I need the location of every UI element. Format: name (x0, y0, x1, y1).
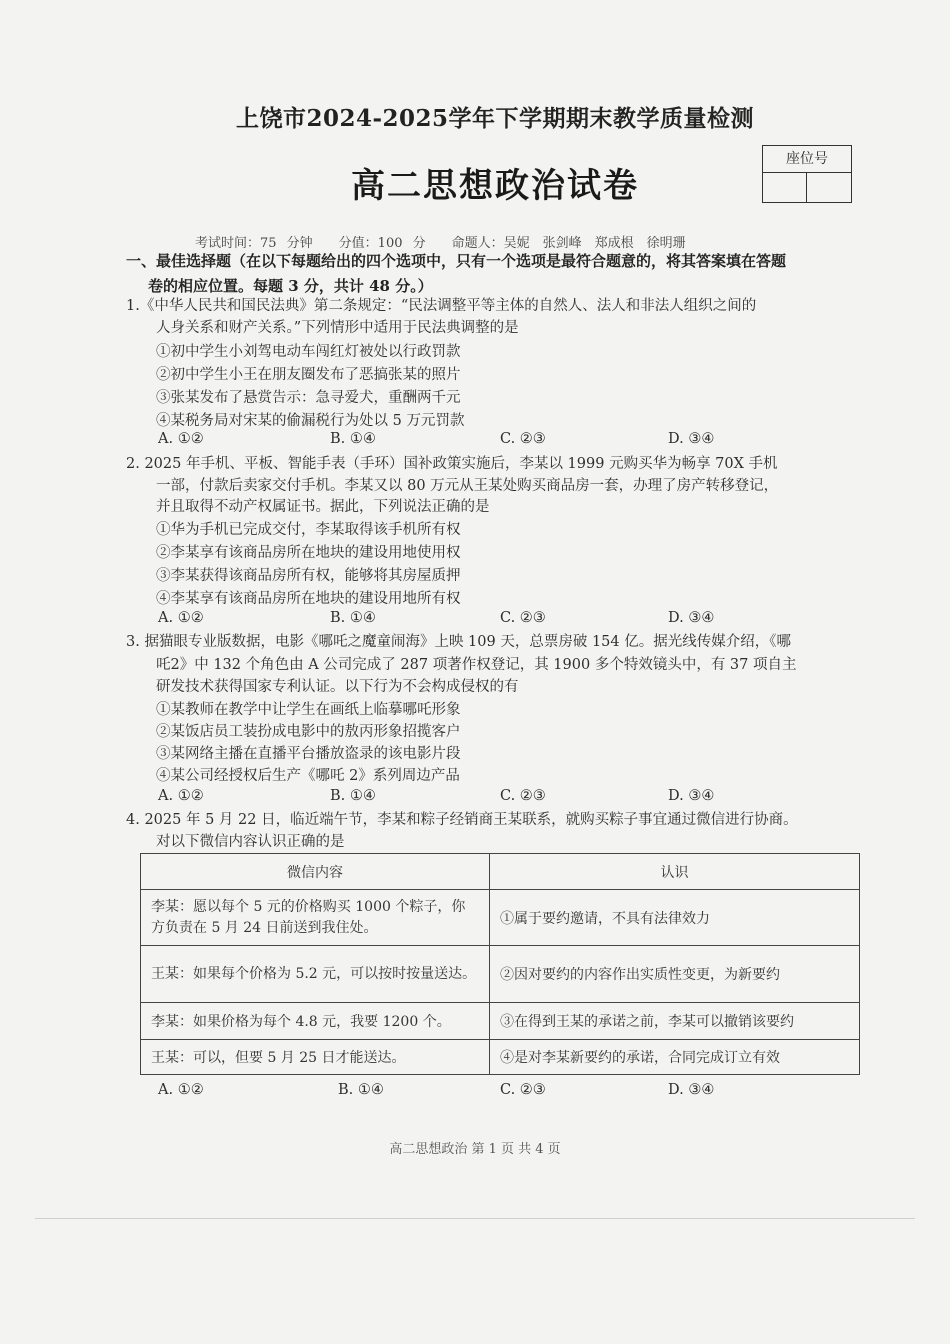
section-heading-cont: 卷的相应位置。每题 3 分，共计 48 分。） (148, 277, 433, 295)
question-3-line: 研发技术获得国家专利认证。以下行为不会构成侵权的有 (156, 679, 519, 695)
question-4-line: 4. 2025 年 5 月 22 日，临近端午节，李某和粽子经销商王某联系，就购买粽子事宜通过微信进行协商。 (126, 812, 798, 828)
table-header-understanding: 认识 (490, 854, 860, 890)
question-4-option-a[interactable]: A. ①② (158, 1082, 204, 1098)
exam-title: 高二思想政治试卷 (351, 166, 639, 206)
question-3-option-a[interactable]: A. ①② (158, 788, 204, 804)
question-2-option-a[interactable]: A. ①② (158, 610, 204, 626)
seat-number-box (762, 145, 852, 203)
question-1-line: 1.《中华人民共和国民法典》第二条规定：“民法调整平等主体的自然人、法人和非法人组织之间的 (126, 298, 757, 314)
question-3-item: ①某教师在教学中让学生在画纸上临摹哪吒形象 (156, 702, 461, 718)
table-cell-statement: ②因对要约的内容作出实质性变更，为新要约 (490, 946, 860, 1003)
question-1-item: ①初中学生小刘驾电动车闯红灯被处以行政罚款 (156, 344, 461, 360)
seat-number-label: 座位号 (763, 146, 851, 173)
question-3-line: 3. 据猫眼专业版数据，电影《哪吒之魔童闹海》上映 109 天，总票房破 154 亿。据光线传媒介绍，《哪 (126, 634, 791, 650)
question-1-line: 人身关系和财产关系。”下列情形中适用于民法典调整的是 (156, 320, 519, 336)
question-3-item: ④某公司经授权后生产《哪吒 2》系列周边产品 (156, 768, 460, 784)
question-1-option-d[interactable]: D. ③④ (668, 431, 715, 447)
question-1-item: ②初中学生小王在朋友圈发布了恶搞张某的照片 (156, 367, 461, 383)
question-4-option-b[interactable]: B. ①④ (338, 1082, 384, 1098)
question-2-item: ②李某享有该商品房所在地块的建设用地使用权 (156, 545, 461, 561)
question-2-item: ①华为手机已完成交付，李某取得该手机所有权 (156, 522, 461, 538)
question-2-option-c[interactable]: C. ②③ (500, 610, 546, 626)
scan-edge-divider (35, 1218, 915, 1219)
table-cell-statement: ③在得到王某的承诺之前，李某可以撤销该要约 (490, 1003, 860, 1040)
exam-subtitle: 上饶市2024-2025学年下学期期末教学质量检测 (235, 105, 755, 132)
table-header-row (141, 854, 860, 890)
question-3-option-d[interactable]: D. ③④ (668, 788, 715, 804)
question-2-item: ③李某获得该商品房所有权，能够将其房屋质押 (156, 568, 461, 584)
question-1-option-a[interactable]: A. ①② (158, 431, 204, 447)
question-4-line: 对以下微信内容认识正确的是 (156, 834, 345, 850)
question-2-option-d[interactable]: D. ③④ (668, 610, 715, 626)
question-1-item: ③张某发布了悬赏告示：急寻爱犬，重酬两千元 (156, 390, 461, 406)
question-2-line: 2. 2025 年手机、平板、智能手表（手环）国补政策实施后，李某以 1999 元购买华为畅享 70X 手机 (126, 456, 778, 472)
table-cell-statement: ④是对李某新要约的承诺，合同完成订立有效 (490, 1040, 860, 1075)
question-1-option-c[interactable]: C. ②③ (500, 431, 546, 447)
question-2-item: ④李某享有该商品房所在地块的建设用地所有权 (156, 591, 461, 607)
section-heading: 一、最佳选择题（在以下每题给出的四个选项中，只有一个选项是最符合题意的，将其答案填在答题 (126, 252, 787, 270)
question-3-option-b[interactable]: B. ①④ (330, 788, 376, 804)
question-3-item: ②某饭店员工装扮成电影中的敖丙形象招揽客户 (156, 724, 461, 740)
seat-number-cell (763, 173, 807, 202)
question-3-item: ③某网络主播在直播平台播放盗录的该电影片段 (156, 746, 461, 762)
table-row (141, 946, 860, 1003)
seat-number-cell (807, 173, 850, 202)
table-row (141, 890, 860, 946)
table-cell-message: 李某：愿以每个 5 元的价格购买 1000 个粽子，你方负责在 5 月 24 日前送到我住处。 (141, 890, 490, 946)
table-cell-message: 王某：可以，但要 5 月 25 日才能送达。 (141, 1040, 490, 1075)
question-4-option-d[interactable]: D. ③④ (668, 1082, 715, 1098)
question-1-option-b[interactable]: B. ①④ (330, 431, 376, 447)
table-row (141, 1003, 860, 1040)
table-cell-statement: ①属于要约邀请，不具有法律效力 (490, 890, 860, 946)
table-cell-message: 李某：如果价格为每个 4.8 元，我要 1200 个。 (141, 1003, 490, 1040)
question-3-option-c[interactable]: C. ②③ (500, 788, 546, 804)
page-footer: 高二思想政治 第 1 页 共 4 页 (389, 1142, 561, 1157)
table-header-content: 微信内容 (141, 854, 490, 890)
question-2-line: 一部，付款后卖家交付手机。李某又以 80 万元从王某处购买商品房一套，办理了房产转移登记， (156, 478, 779, 494)
question-3-line: 吒2》中 132 个角色由 A 公司完成了 287 项著作权登记，其 1900 多个特效镜头中，有 37 项自主 (156, 657, 797, 673)
table-row (141, 1040, 860, 1075)
question-2-line: 并且取得不动产权属证书。据此，下列说法正确的是 (156, 499, 490, 515)
wechat-table (140, 853, 860, 1075)
question-4-option-c[interactable]: C. ②③ (500, 1082, 546, 1098)
question-2-option-b[interactable]: B. ①④ (330, 610, 376, 626)
question-1-item: ④某税务局对宋某的偷漏税行为处以 5 万元罚款 (156, 413, 465, 429)
table-cell-message: 王某：如果每个价格为 5.2 元，可以按时按量送达。 (141, 946, 490, 1003)
exam-info: 考试时间：75 分钟 分值：100 分 命题人：吴妮 张剑峰 郑成根 徐明珊 (195, 236, 686, 251)
